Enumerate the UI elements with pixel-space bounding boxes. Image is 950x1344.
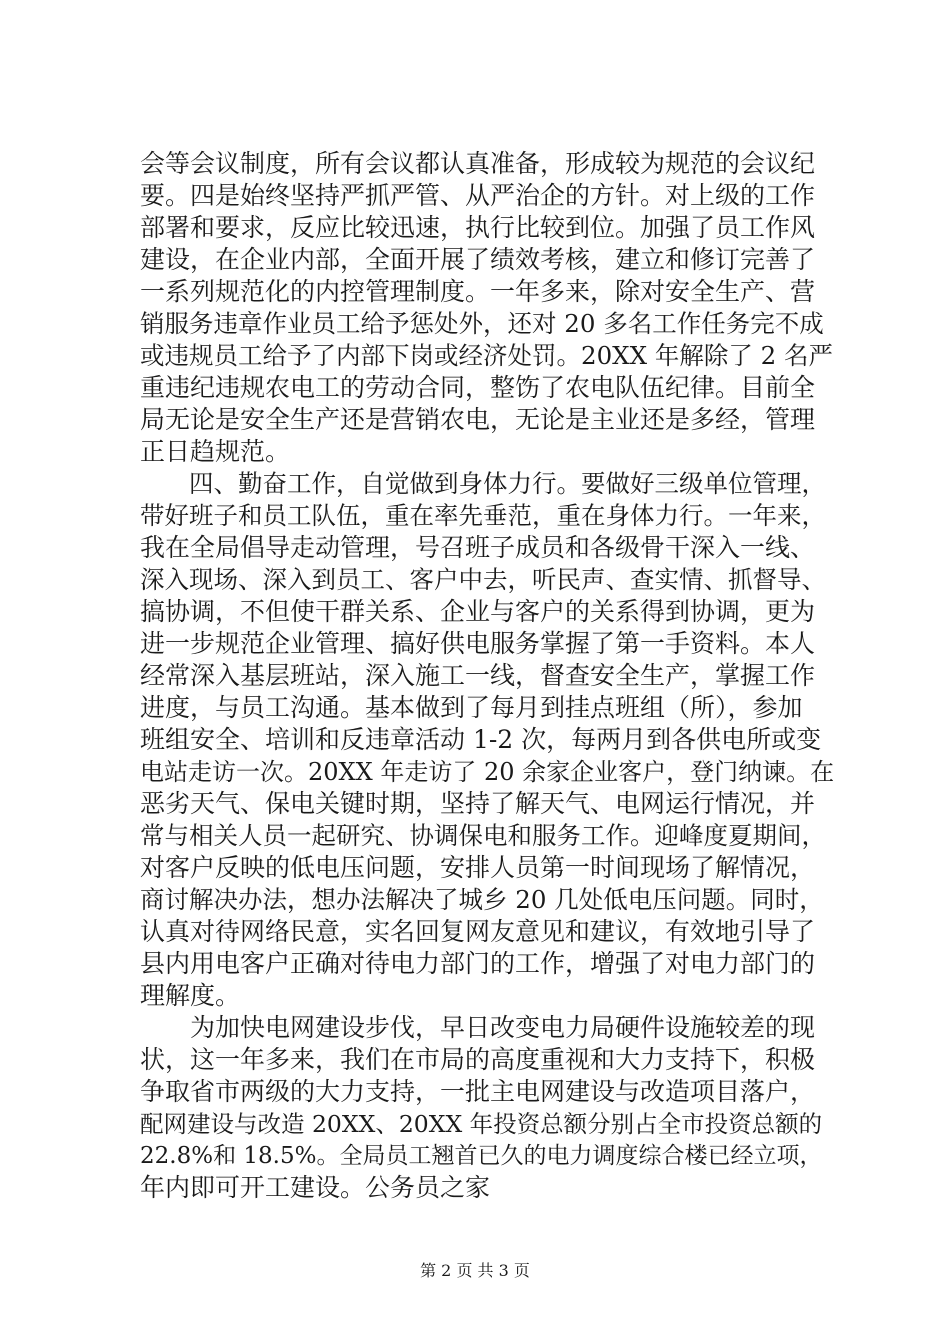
text-line: 进度，与员工沟通。基本做到了每月到挂点班组（所），参加: [140, 693, 803, 722]
page-footer: 第 2 页 共 3 页: [420, 1261, 530, 1280]
text-line: 班组安全、培训和反违章活动 1-2 次，每两月到各供电所或变: [140, 725, 822, 754]
text-line: 为加快电网建设步伐，早日改变电力局硬件设施较差的现: [140, 1013, 816, 1042]
text-line: 状，这一年多来，我们在市局的高度重视和大力支持下，积极: [140, 1045, 816, 1074]
text-line: 常与相关人员一起研究、协调保电和服务工作。迎峰度夏期间，: [140, 821, 826, 850]
text-line: 我在全局倡导走动管理，号召班子成员和各级骨干深入一线、: [140, 533, 816, 562]
text-line: 恶劣天气、保电关键时期，坚持了解天气、电网运行情况，并: [140, 789, 816, 818]
text-line: 部署和要求，反应比较迅速，执行比较到位。加强了员工作风: [140, 213, 816, 242]
text-line: 正日趋规范。: [140, 437, 291, 466]
text-line: 经常深入基层班站，深入施工一线，督查安全生产，掌握工作: [140, 661, 816, 690]
text-line: 重违纪违规农电工的劳动合同，整饬了农电队伍纪律。目前全: [140, 373, 816, 402]
text-line: 或违规员工给予了内部下岗或经济处罚。20XX 年解除了 2 名严: [140, 341, 834, 370]
text-line: 一系列规范化的内控管理制度。一年多来，除对安全生产、营: [140, 277, 816, 306]
text-line: 争取省市两级的大力支持，一批主电网建设与改造项目落户，: [140, 1077, 816, 1106]
text-line: 县内用电客户正确对待电力部门的工作，增强了对电力部门的: [140, 949, 816, 978]
text-line: 年内即可开工建设。公务员之家: [140, 1173, 491, 1202]
text-line: 理解度。: [140, 981, 241, 1010]
document-body: [140, 148, 835, 1204]
text-line: 认真对待网络民意，实名回复网友意见和建议，有效地引导了: [140, 917, 816, 946]
text-line: 建设，在企业内部，全面开展了绩效考核，建立和修订完善了: [140, 245, 816, 274]
text-line: 22.8%和 18.5%。全局员工翘首已久的电力调度综合楼已经立项，: [140, 1143, 823, 1169]
text-line: 配网建设与改造 20XX、20XX 年投资总额分别占全市投资总额的: [140, 1110, 823, 1138]
text-line: 销服务违章作业员工给予惩处外，还对 20 多名工作任务完不成: [140, 309, 824, 338]
text-line: 局无论是安全生产还是营销农电，无论是主业还是多经，管理: [140, 405, 816, 434]
text-line: 带好班子和员工队伍，重在率先垂范，重在身体力行。一年来，: [140, 501, 826, 530]
text-line: 要。四是始终坚持严抓严管、从严治企的方针。对上级的工作: [140, 181, 816, 210]
text-line: 深入现场、深入到员工、客户中去，听民声、查实情、抓督导、: [140, 565, 826, 594]
text-line: 进一步规范企业管理、搞好供电服务掌握了第一手资料。本人: [140, 629, 816, 658]
text-line: 搞协调，不但使干群关系、企业与客户的关系得到协调，更为: [140, 597, 816, 626]
text-line: 四、勤奋工作，自觉做到身体力行。要做好三级单位管理，: [140, 469, 826, 498]
text-line: 会等会议制度，所有会议都认真准备，形成较为规范的会议纪: [140, 149, 816, 178]
text-line: 商讨解决办法，想办法解决了城乡 20 几处低电压问题。同时，: [140, 885, 824, 914]
text-line: 电站走访一次。20XX 年走访了 20 余家企业客户，登门纳谏。在: [140, 758, 835, 786]
text-line: 对客户反映的低电压问题，安排人员第一时间现场了解情况，: [140, 853, 816, 882]
